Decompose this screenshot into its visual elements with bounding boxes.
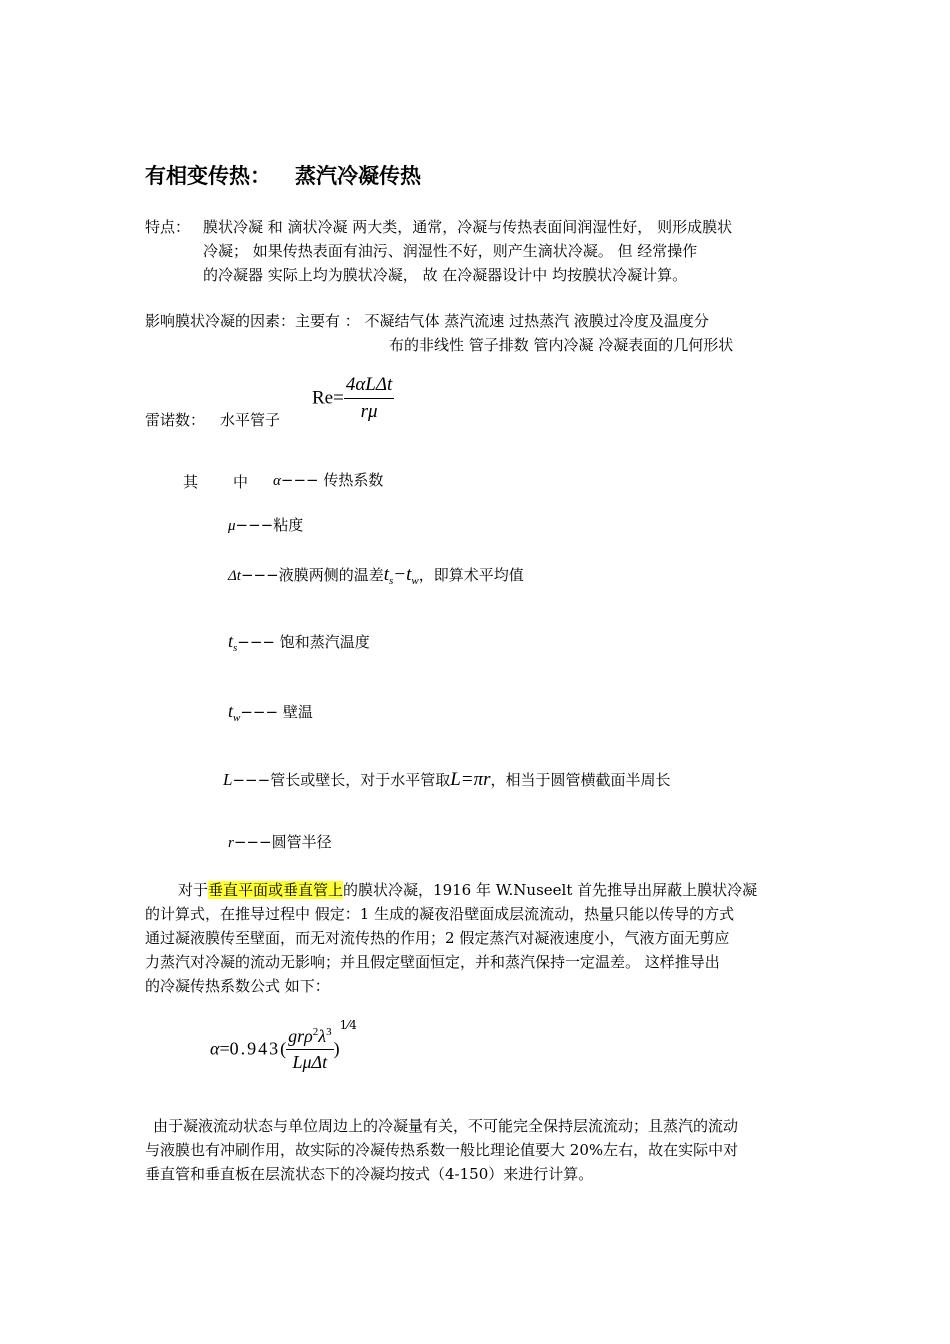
reynolds-formula <box>312 374 394 423</box>
features-label: 特点： <box>145 218 191 236</box>
reynolds-sub-label: 水平管子 <box>220 411 281 429</box>
dash: −−− <box>233 833 272 851</box>
f2-exponent: 1⁄4 <box>339 1018 357 1032</box>
f2-num-sup2: 3 <box>326 1026 332 1038</box>
desc-alpha: 传热系数 <box>323 471 384 489</box>
where-item-delta-t <box>228 565 524 587</box>
factors-line-1: 影响膜状冷凝的因素：主要有 ： 不凝结气体 蒸汽流速 过热蒸汽 液膜过冷度及温度分 <box>145 312 709 330</box>
closing-line: 与液膜也有冲刷作用，故实际的冷凝传热系数一般比理论值要大 20%左右，故在实际中对 <box>145 1141 739 1159</box>
reynolds-label: 雷诺数： <box>145 411 206 429</box>
dash: −−− <box>280 471 319 489</box>
f2-exp-num: 1 <box>339 1018 348 1032</box>
dash: −−− <box>240 566 279 584</box>
features-line: 冷凝； 如果传热表面有油污、润湿性不好，则产生滴状冷凝。 但 经常操作 <box>203 242 698 260</box>
f2-lhs: α <box>210 1038 220 1059</box>
f2-coef: 0.943 <box>229 1038 281 1059</box>
title-part1: 有相变传热： <box>145 163 271 188</box>
desc-ts: 饱和蒸汽温度 <box>279 633 370 651</box>
where-item-L <box>223 770 671 789</box>
desc-L: 管长或壁长，对于水平管取 <box>270 771 451 789</box>
symbol-L: L <box>223 770 233 789</box>
f2-num-sup1: 2 <box>312 1026 319 1038</box>
f2-lparen: ( <box>280 1038 287 1059</box>
desc-L-tail: ，相当于圆管横截面半周长 <box>490 771 671 789</box>
dash: −−− <box>237 633 276 651</box>
symbol-delta-t: Δt <box>228 568 241 584</box>
nusselt-line: 的计算式，在推导过程中 假定：1 生成的凝夜沿壁面成层流流动，热量只能以传导的方式 <box>145 905 735 923</box>
nusselt-formula <box>210 1018 357 1073</box>
page-title <box>145 160 421 190</box>
desc-mu: 粘度 <box>273 516 304 534</box>
symbol-alpha: α <box>273 473 281 489</box>
reynolds-lhs: Re <box>312 387 334 409</box>
nusselt-line-first <box>145 878 757 902</box>
title-part2: 蒸汽冷凝传热 <box>295 163 421 188</box>
reynolds-denominator: rμ <box>360 401 378 422</box>
features-text <box>203 215 732 287</box>
symbol-sub-s: s <box>233 642 238 654</box>
reynolds-numerator: 4αLΔt <box>344 374 394 399</box>
where-item-r <box>228 835 332 851</box>
where-zhong: 中 <box>233 473 249 491</box>
features-line: 的冷凝器 实际上均为膜状冷凝， 故 在冷凝器设计中 均按膜状冷凝计算。 <box>203 266 688 284</box>
expr-minus: − <box>393 564 407 585</box>
f2-denominator: LμΔt <box>292 1052 328 1072</box>
where-item-tw <box>228 702 313 724</box>
expr-sub-w: w <box>411 575 419 587</box>
symbol-t: t <box>228 701 234 721</box>
desc-delta-t-tail: ，即算术平均值 <box>418 566 524 584</box>
symbol-r: r <box>228 835 234 851</box>
where-item-ts <box>228 632 370 654</box>
where-item-alpha <box>273 473 383 489</box>
f2-num-a: grρ <box>288 1026 313 1046</box>
nusselt-line: 力蒸汽对冷凝的流动无影响；并且假定壁面恒定，并和蒸汽保持一定温差。 这样推导出 <box>145 953 720 971</box>
symbol-mu: μ <box>228 518 236 534</box>
dash: −−− <box>240 703 279 721</box>
symbol-t: t <box>228 631 234 651</box>
expr-sub-s: s <box>389 575 394 587</box>
symbol-sub-w: w <box>233 712 241 724</box>
where-qi: 其 <box>183 473 199 491</box>
expr-t1: t <box>383 564 389 585</box>
closing-paragraph <box>145 1114 738 1186</box>
f2-exp-den: 4 <box>349 1018 357 1032</box>
where-item-mu <box>228 518 303 534</box>
desc-tw: 壁温 <box>282 703 313 721</box>
factors-line-2: 布的非线性 管子排数 管内冷凝 冷凝表面的几何形状 <box>389 336 734 354</box>
closing-line: 垂直管和垂直板在层流状态下的冷凝均按式（4-150）来进行计算。 <box>145 1165 594 1183</box>
nusselt-prefix: 对于 <box>178 881 209 899</box>
f2-num-b: λ <box>318 1026 327 1046</box>
nusselt-line: 的冷凝传热系数公式 如下： <box>145 977 330 995</box>
f2-numerator <box>286 1026 333 1050</box>
features-line: 膜状冷凝 和 滴状冷凝 两大类，通常，冷凝与传热表面间润湿性好， 则形成膜状 <box>203 218 733 236</box>
expr-L-eq-pi-r: L=πr <box>450 769 491 790</box>
nusselt-line: 通过凝液膜传至壁面，而无对流传热的作用；2 假定蒸汽对凝液速度小，气液方面无剪应 <box>145 929 730 947</box>
expr-t2: t <box>406 564 412 585</box>
closing-line: 由于凝液流动状态与单位周边上的冷凝量有关，不可能完全保持层流流动；且蒸汽的流动 <box>153 1117 739 1135</box>
dash: −−− <box>235 516 274 534</box>
dash: −−− <box>232 771 271 789</box>
nusselt-line: 的膜状冷凝，1916 年 W.Nuseelt 首先推导出屏蔽上膜状冷凝 <box>343 881 758 899</box>
f2-eq: = <box>219 1038 230 1059</box>
nusselt-paragraph <box>145 878 757 998</box>
highlighted-text: 垂直平面或垂直管上 <box>208 881 344 899</box>
desc-delta-t: 液膜两侧的温差 <box>278 566 384 584</box>
reynolds-eq: = <box>333 387 344 409</box>
f2-rparen: ) <box>333 1038 340 1059</box>
desc-r: 圆管半径 <box>271 833 332 851</box>
